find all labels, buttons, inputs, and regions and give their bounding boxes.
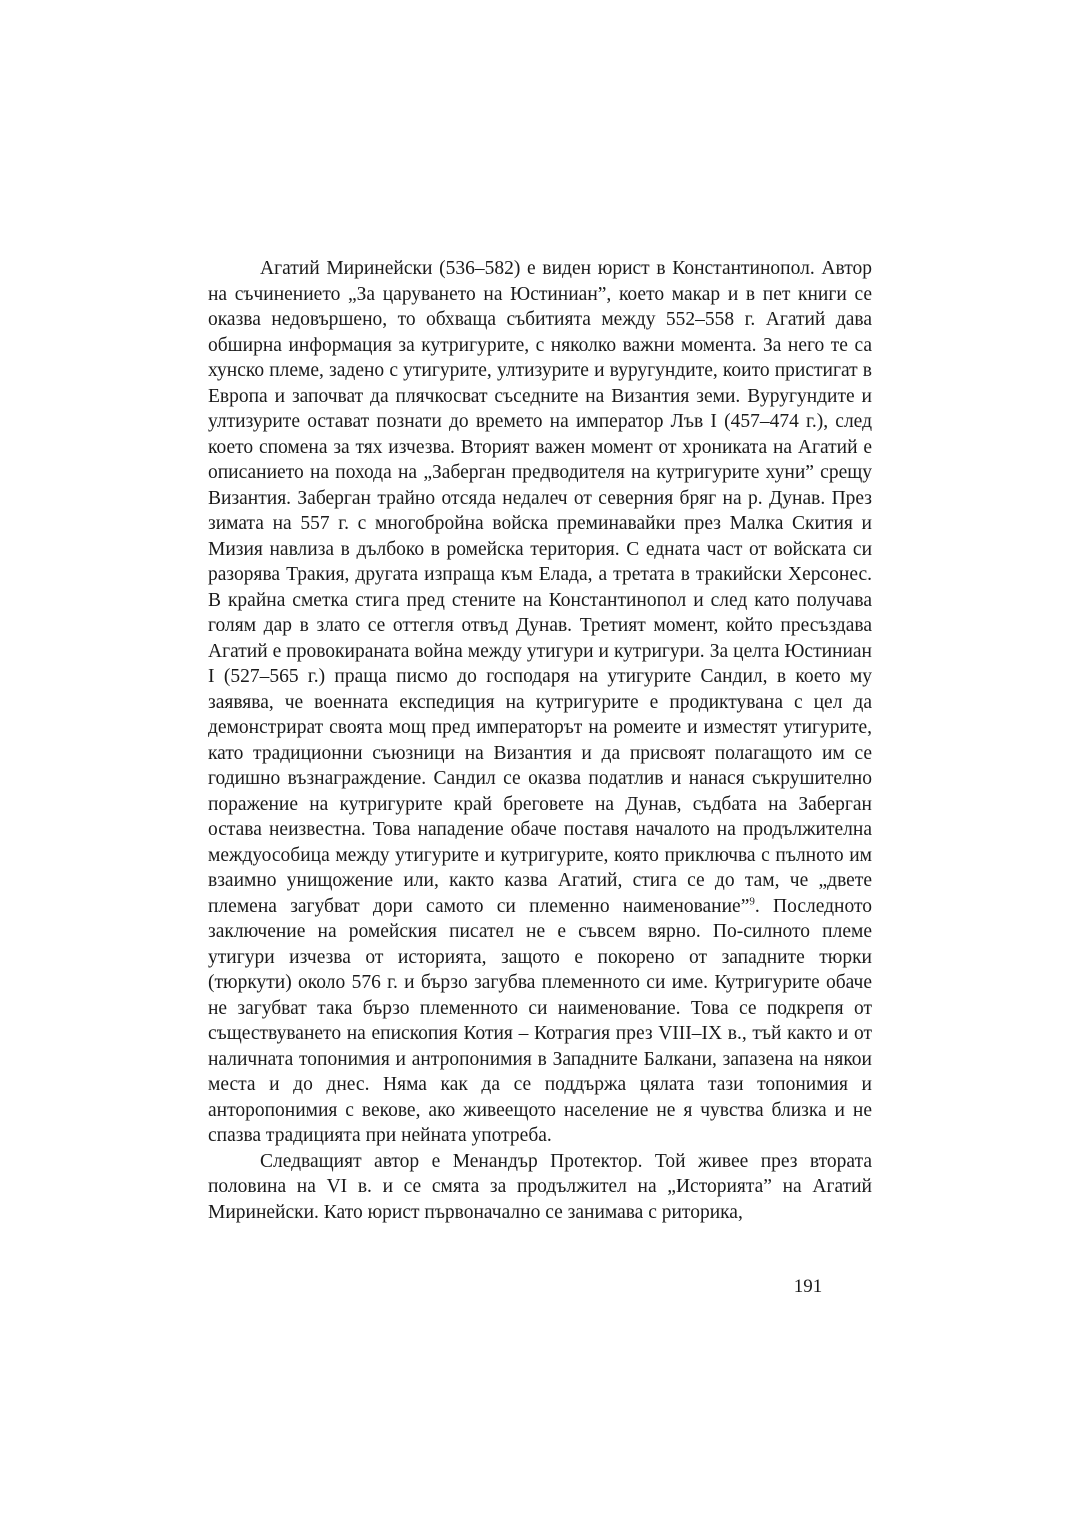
footnote-marker: 9 [749, 895, 755, 907]
paragraph-agathias [208, 256, 872, 1149]
paragraph-menander: Следващият автор е Менандър Протектор. Той живее през втората половина на VI в. и се смята за продължител на „Историята” на Агатий Миринейски. Като юрист първоначално се занимава с риторика, [208, 1150, 872, 1223]
page-number: 191 [793, 1276, 823, 1297]
paragraph-agathias-continuation: . Последното заключение на ромейския писател не е съвсем вярно. По-силното племе утигури изчезва от историята, защото е покорено от западните тюрки (тюркути) около 576 г. и бързо загубва племенното си име. Кутригурите обаче не загубват така бързо племенното си наименование. Това се подкрепя от съществуването на епископия Котия – Котрагия през VIII–IX в., тъй както и от наличната топонимия и антропонимия в Западните Балкани, запазена на някои места и до днес. Няма как да се поддържа цялата тази топонимия и анторопонимия с векове, ако живеещото население не я чувства близка и не спазва традицията при нейната употреба. [208, 895, 872, 1146]
paragraph-agathias-text: Агатий Миринейски (536–582) е виден юрист в Константинопол. Автор на съчинението „За царуването на Юстиниан”, което макар и в пет книги се оказва недовършено, то обхваща събитията между 552–558 г. Агатий дава обширна информация за кутригурите, с няколко важни момента. За него те са хунско племе, задено с утигурите, ултизурите и вуругундите, които пристигат в Европа и започват да плячкосват съседните на Византия земи. Вуругундите и ултизурите остават познати до времето на император Лъв I (457–474 г.), след което спомена за тях изчезва. Вторият важен момент от хрониката на Агатий е описанието на похода на „Заберган предводителя на кутригурите хуни” срещу Византия. Заберган трайно отсяда недалеч от северния бряг на р. Дунав. През зимата на 557 г. с многобройна войска преминавайки през Малка Скития и Мизия навлиза в дълбоко в ромейска територия. С едната част от войската си разорява Тракия, другата изпраща към Елада, а третата в тракийски Херсонес. В крайна сметка стига пред стените на Константинопол и след като получава голям дар в злато се оттегля отвъд Дунав. Третият момент, който пресъздава Агатий е провокираната война между утигури и кутригури. За целта Юстиниан I (527–565 г.) праща писмо до господаря на утигурите Сандил, в което му заявява, че военната експедиция на кутригурите е продиктувана с цел да демонстрират своята мощ пред императорът на ромеите и изместят утигурите, като традиционни съюзници на Византия и да присвоят полагащото им се годишно възнаграждение. Сандил се оказва податлив и нанася съкрушително поражение на кутригурите край бреговете на Дунав, съдбата на Заберган остава неизвестна. Това нападение обаче поставя началото на продължителна междуособица между утигурите и кутригурите, която приключва с пълното им взаимно унищожение или, както казва Агатий, стига се до там, че „двете племена загубват дори самото си племенно наименование” [208, 258, 872, 917]
body-text [208, 256, 872, 1225]
